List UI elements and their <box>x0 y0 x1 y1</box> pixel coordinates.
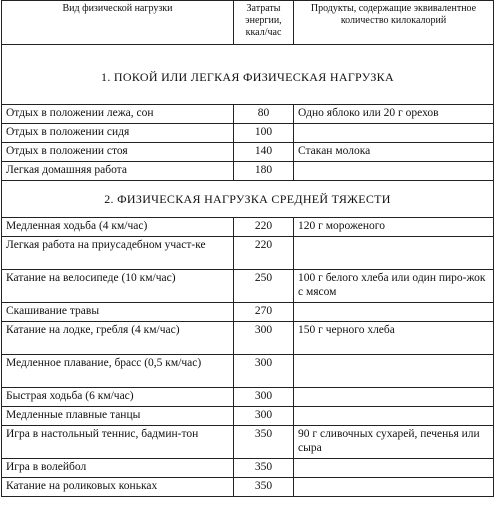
activity-cell: Катание на лодке, гребля (4 км/час) <box>2 322 234 355</box>
equivalent-cell: 90 г сливочных сухарей, печенья или сыра <box>294 426 494 459</box>
activity-cell: Медленные плавные танцы <box>2 407 234 426</box>
kcal-cell: 270 <box>234 303 294 322</box>
table-header-row <box>2 1 494 45</box>
kcal-cell: 100 <box>234 124 294 143</box>
section-title: 2. ФИЗИЧЕСКАЯ НАГРУЗКА СРЕДНЕЙ ТЯЖЕСТИ <box>2 181 494 218</box>
activity-cell: Катание на велосипеде (10 км/час) <box>2 270 234 303</box>
table-row <box>2 459 494 478</box>
header-kcal: Затраты энергии, ккал/час <box>234 1 294 45</box>
kcal-cell: 250 <box>234 270 294 303</box>
kcal-cell: 300 <box>234 388 294 407</box>
equivalent-cell: Стакан молока <box>294 143 494 162</box>
activity-cell: Отдых в положении сидя <box>2 124 234 143</box>
kcal-cell: 180 <box>234 162 294 181</box>
activity-cell: Легкая работа на приусадебном участ-ке <box>2 237 234 270</box>
activity-cell: Игра в настольный теннис, бадмин-тон <box>2 426 234 459</box>
activity-cell: Медленное плавание, брасс (0,5 км/час) <box>2 355 234 388</box>
equivalent-cell <box>294 407 494 426</box>
kcal-cell: 220 <box>234 237 294 270</box>
table-row <box>2 237 494 270</box>
table-row <box>2 270 494 303</box>
equivalent-cell <box>294 388 494 407</box>
table-row <box>2 162 494 181</box>
table-row <box>2 322 494 355</box>
activity-cell: Отдых в положении лежа, сон <box>2 105 234 124</box>
equivalent-cell: 100 г белого хлеба или один пиро-жок с мясом <box>294 270 494 303</box>
equivalent-cell <box>294 478 494 497</box>
equivalent-cell <box>294 124 494 143</box>
equivalent-cell <box>294 459 494 478</box>
table-row <box>2 407 494 426</box>
table-row <box>2 218 494 237</box>
activity-cell: Быстрая ходьба (6 км/час) <box>2 388 234 407</box>
equivalent-cell: 150 г черного хлеба <box>294 322 494 355</box>
activity-cell: Катание на роликовых коньках <box>2 478 234 497</box>
kcal-cell: 350 <box>234 478 294 497</box>
table-row <box>2 143 494 162</box>
equivalent-cell <box>294 162 494 181</box>
table-row <box>2 426 494 459</box>
equivalent-cell: Одно яблоко или 20 г орехов <box>294 105 494 124</box>
activity-cell: Скашивание травы <box>2 303 234 322</box>
equivalent-cell <box>294 355 494 388</box>
equivalent-cell <box>294 303 494 322</box>
activity-cell: Легкая домашняя работа <box>2 162 234 181</box>
kcal-cell: 220 <box>234 218 294 237</box>
table-row <box>2 388 494 407</box>
activity-cell: Отдых в положении стоя <box>2 143 234 162</box>
activity-cell: Игра в волейбол <box>2 459 234 478</box>
kcal-cell: 350 <box>234 459 294 478</box>
equivalent-cell: 120 г мороженого <box>294 218 494 237</box>
table-row <box>2 303 494 322</box>
kcal-cell: 300 <box>234 355 294 388</box>
table-row <box>2 355 494 388</box>
section-header <box>2 45 494 105</box>
table-row <box>2 478 494 497</box>
activity-cell: Медленная ходьба (4 км/час) <box>2 218 234 237</box>
kcal-cell: 300 <box>234 407 294 426</box>
kcal-cell: 300 <box>234 322 294 355</box>
section-title: 1. ПОКОЙ ИЛИ ЛЕГКАЯ ФИЗИЧЕСКАЯ НАГРУЗКА <box>2 45 494 105</box>
table-row <box>2 105 494 124</box>
header-activity: Вид физической нагрузки <box>2 1 234 45</box>
kcal-cell: 140 <box>234 143 294 162</box>
header-equivalent: Продукты, содержащие эквивалентное количество килокалорий <box>294 1 494 45</box>
energy-table <box>1 0 494 497</box>
table-row <box>2 124 494 143</box>
kcal-cell: 80 <box>234 105 294 124</box>
section-header <box>2 181 494 218</box>
kcal-cell: 350 <box>234 426 294 459</box>
equivalent-cell <box>294 237 494 270</box>
